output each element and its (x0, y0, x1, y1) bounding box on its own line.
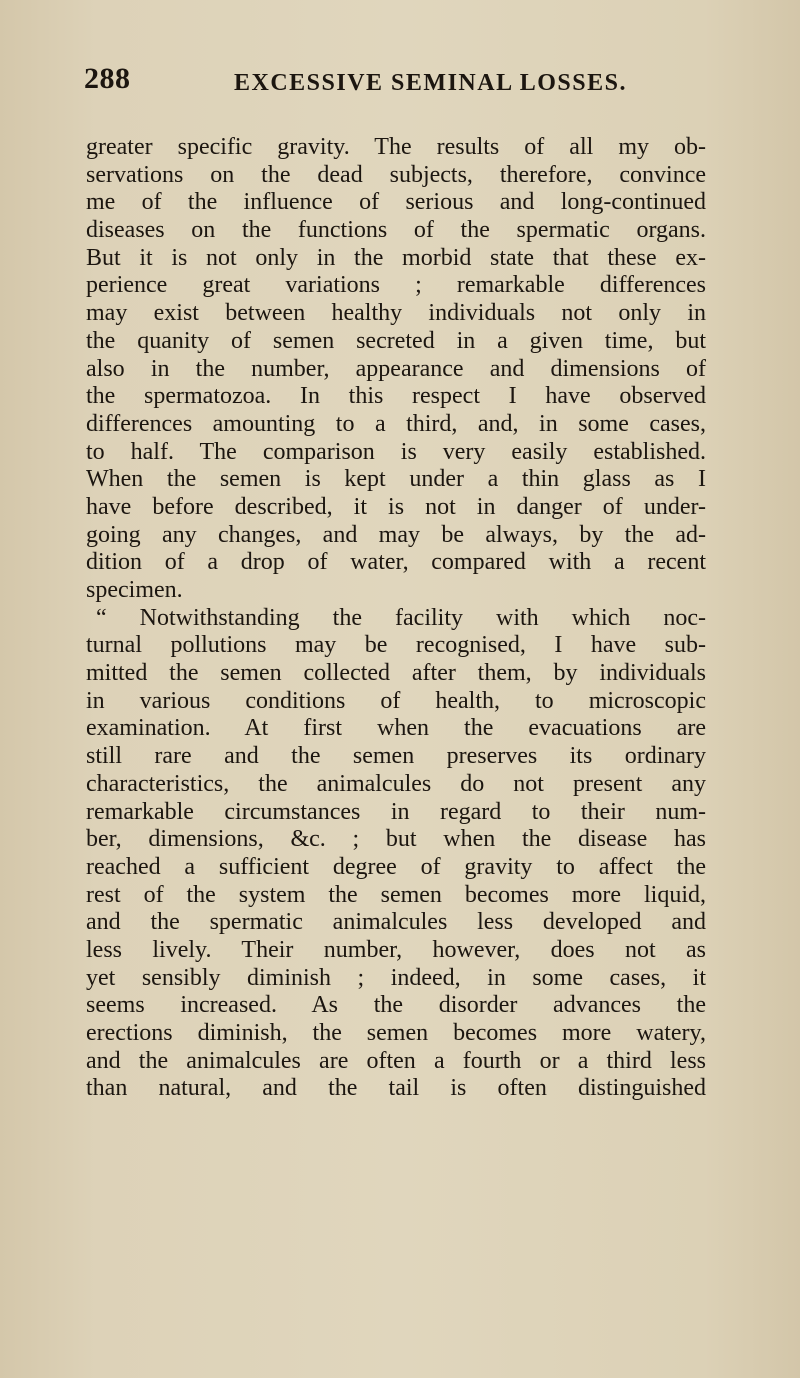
text-line: may exist between healthy individuals not only in (86, 300, 706, 327)
text-line: But it is not only in the morbid state that these ex- (86, 244, 706, 271)
text-line: turnal pollutions may be recognised, I have sub- (86, 632, 706, 659)
body-text (86, 134, 706, 1103)
page-header (84, 62, 724, 102)
text-line: examination. At first when the evacuations are (86, 715, 706, 742)
text-line: seems increased. As the disorder advances the (86, 992, 706, 1019)
page-number: 288 (84, 62, 131, 95)
text-line: remarkable circumstances in regard to their num- (86, 798, 706, 825)
text-line: When the semen is kept under a thin glass as I (86, 466, 706, 493)
text-line: yet sensibly diminish ; indeed, in some cases, it (86, 964, 706, 991)
text-line: greater specific gravity. The results of all my ob- (86, 134, 706, 160)
text-line: and the spermatic animalcules less developed and (86, 909, 706, 936)
text-line: differences amounting to a third, and, in some cases, (86, 410, 706, 437)
text-line: dition of a drop of water, compared with a recent (86, 549, 706, 576)
text-line: also in the number, appearance and dimensions of (86, 355, 706, 382)
text-line: in various conditions of health, to microscopic (86, 687, 706, 714)
text-line: erections diminish, the semen becomes more watery, (86, 1020, 706, 1046)
text-line: reached a sufficient degree of gravity to affect the (86, 853, 706, 880)
text-line: less lively. Their number, however, does not as (86, 936, 706, 963)
text-line: than natural, and the tail is often distinguished (86, 1075, 706, 1102)
text-line: have before described, it is not in danger of under- (86, 493, 706, 520)
paragraph-end-line: specimen. (86, 577, 183, 603)
text-line: me of the influence of serious and long-continued (86, 189, 706, 216)
quote-start-line: “ Notwithstanding the facility with which noc- (96, 604, 706, 631)
text-line: still rare and the semen preserves its ordinary (86, 743, 706, 770)
text-line: rest of the system the semen becomes more liquid, (86, 881, 706, 908)
text-line: mitted the semen collected after them, by individuals (86, 660, 706, 687)
text-line: going any changes, and may be always, by the ad- (86, 521, 706, 548)
text-line: perience great variations ; remarkable differences (86, 272, 706, 299)
text-line: the spermatozoa. In this respect I have observed (86, 383, 706, 410)
text-line: characteristics, the animalcules do not present any (86, 770, 706, 797)
running-title: EXCESSIVE SEMINAL LOSSES. (234, 70, 627, 96)
text-line: the quanity of semen secreted in a given time, but (86, 327, 706, 354)
text-line: ber, dimensions, &c. ; but when the disease has (86, 826, 706, 853)
text-line: to half. The comparison is very easily established. (86, 438, 706, 465)
text-line: and the animalcules are often a fourth or a third less (86, 1047, 706, 1074)
text-line: servations on the dead subjects, therefore, convince (86, 161, 706, 188)
text-line: diseases on the functions of the spermatic organs. (86, 217, 706, 244)
